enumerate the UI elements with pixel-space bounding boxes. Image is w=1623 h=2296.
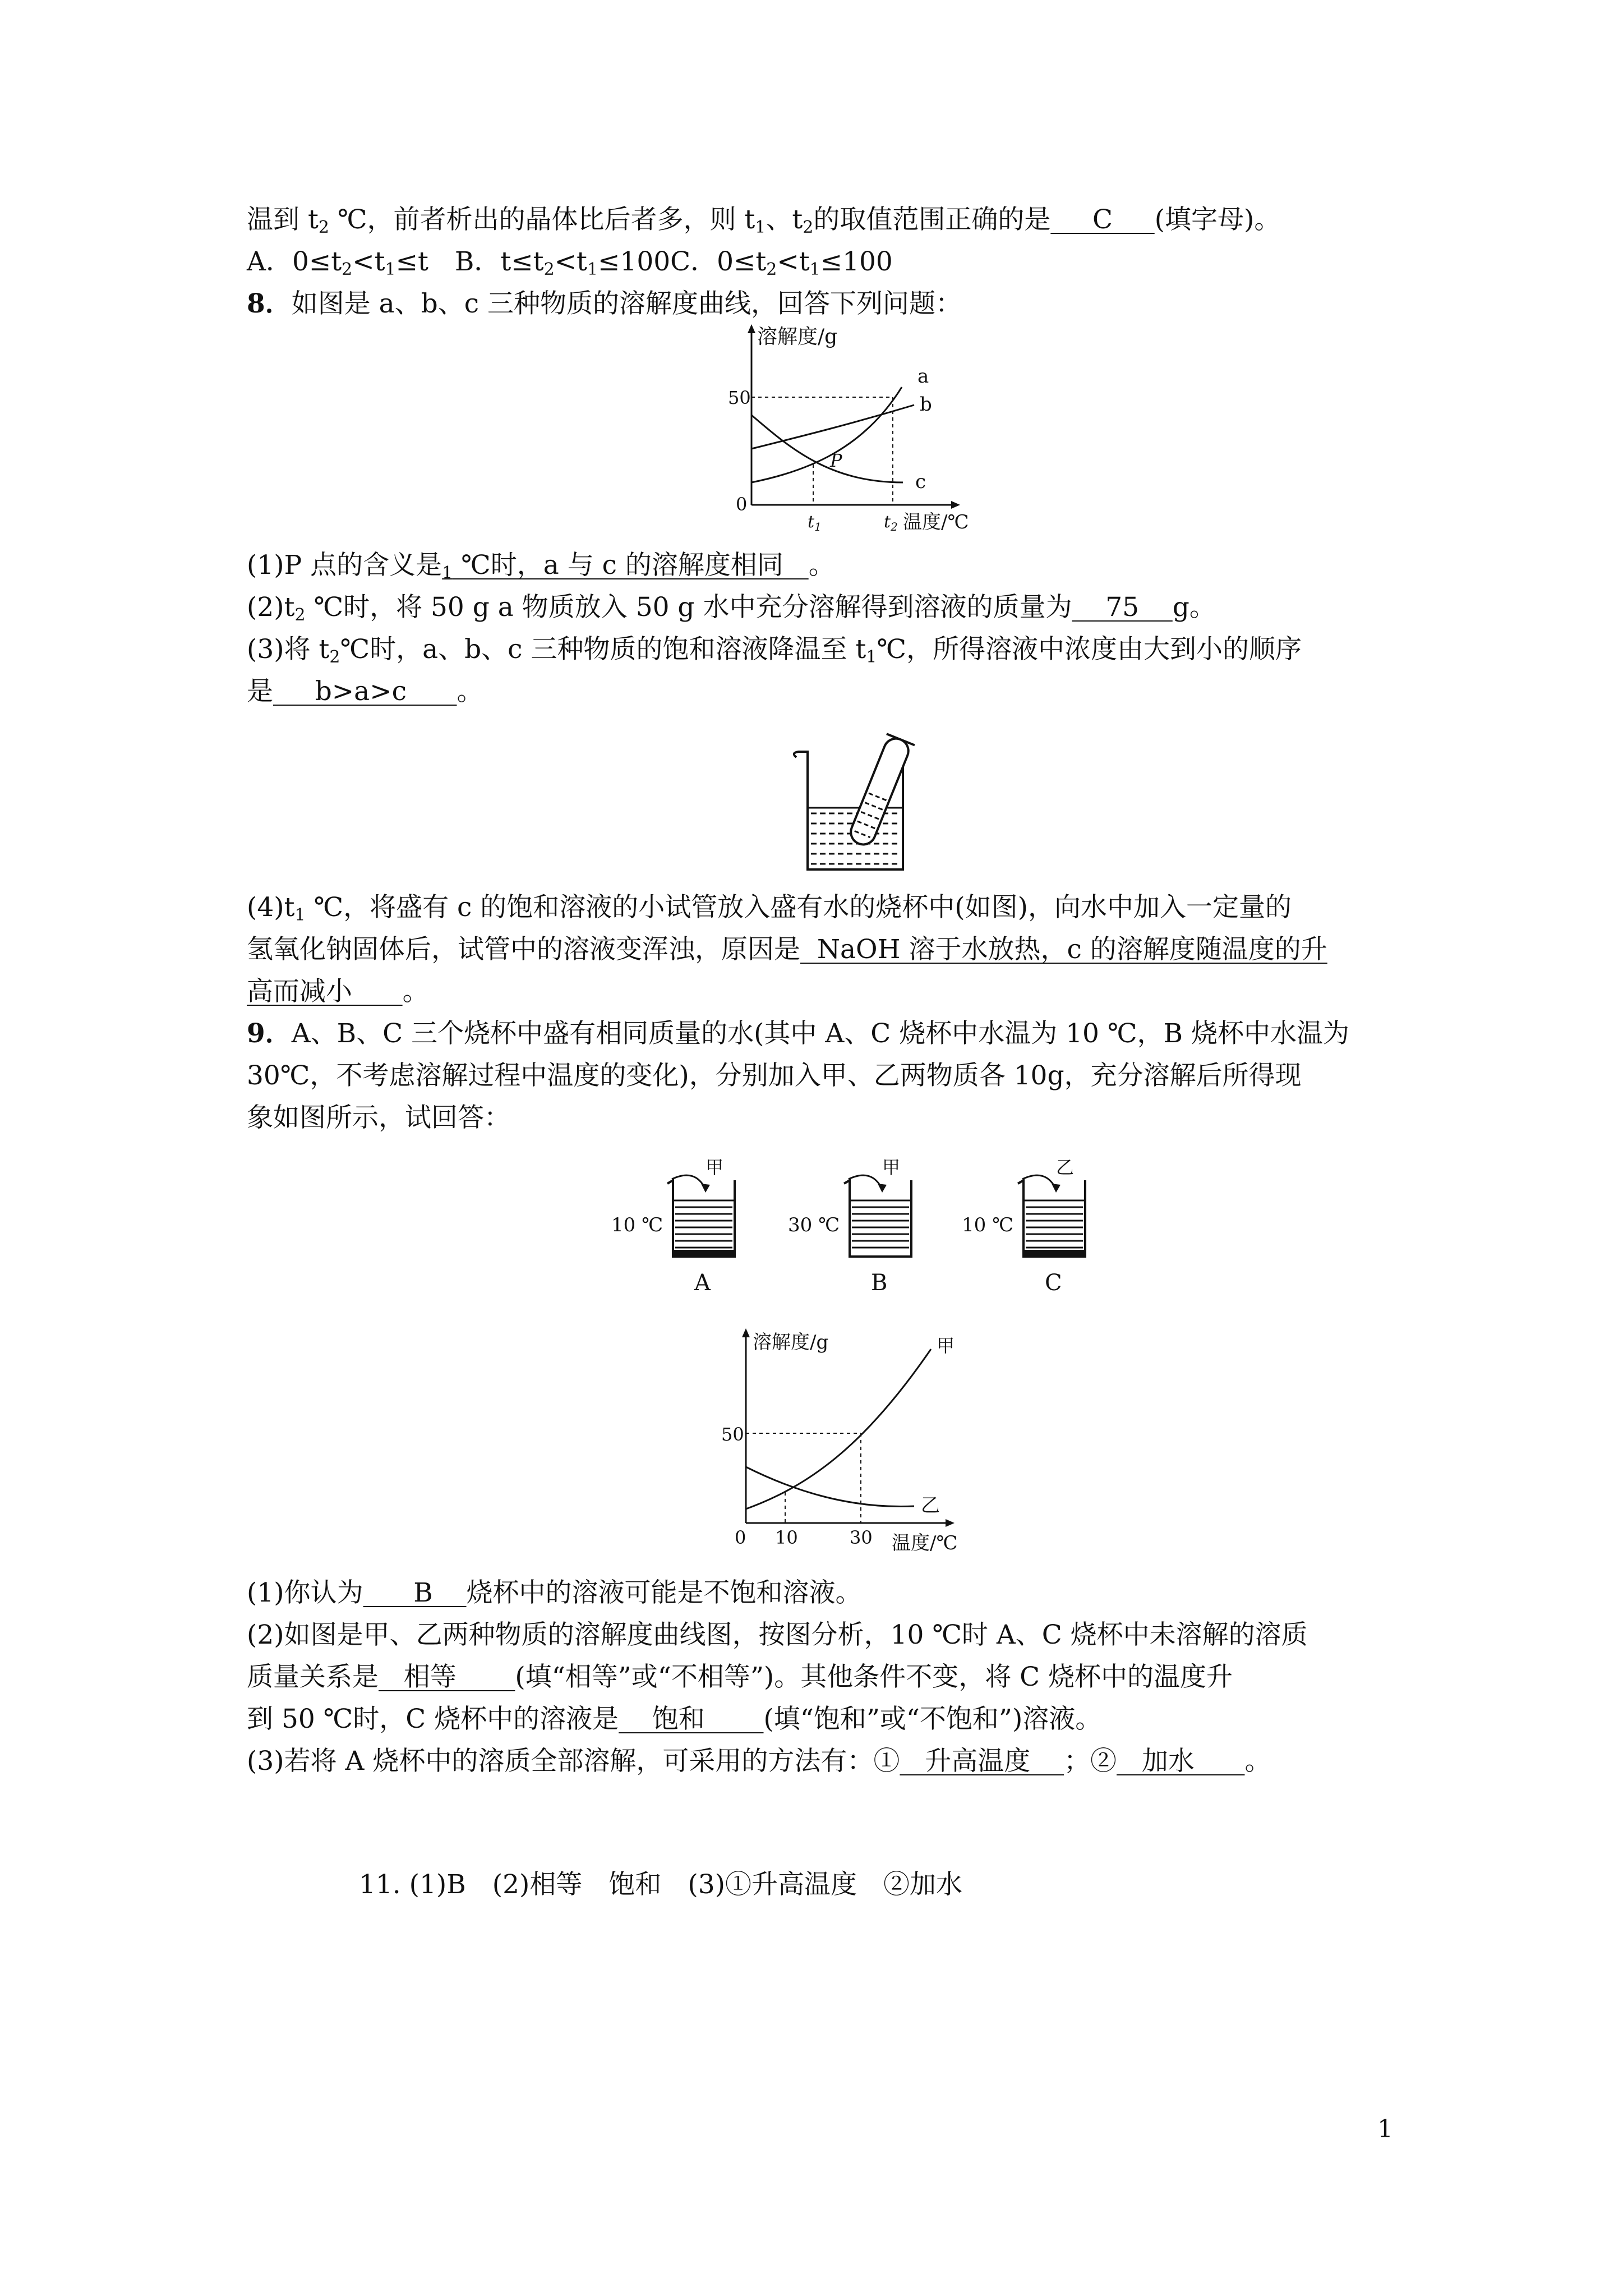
q9-part2: (2)如图是甲、乙两种物质的溶解度曲线图，按图分析，10 ℃时 A、C 烧杯中未溶解的溶质 — [247, 1619, 1308, 1650]
svg-text:甲: 甲 — [882, 1157, 901, 1178]
label-yi: 乙 — [921, 1494, 940, 1517]
three-beakers-figure — [611, 1156, 1105, 1307]
text-line-1: 温到 $t_2$ ℃，前者析出的晶体比后者多，则 $t_1$、$t_2$的取值范围正确的是 C (填字母)。 — [247, 204, 1281, 237]
label-jia: 甲 — [937, 1335, 955, 1356]
q8-part4-cont: 氢氧化钠固体后，试管中的溶液变浑浊，原因是 NaOH 溶于水放热，c 的溶解度随温度的升 — [247, 934, 1327, 965]
tick-t2: $t_2$ — [884, 512, 898, 533]
y-axis-label: 溶解度/g — [753, 1331, 829, 1354]
answer-blank: 高而减小 — [247, 976, 403, 1007]
origin-label: 0 — [735, 1527, 746, 1548]
beaker-A — [611, 1157, 735, 1296]
svg-text:10 ℃: 10 ℃ — [611, 1214, 663, 1236]
x-tick-10: 10 — [775, 1527, 798, 1548]
q8-part3: (3)将 $t_2℃$时，a、b、c 三种物质的饱和溶液降温至 $t_1℃$，所得溶液中浓度由大到小的顺序 — [247, 634, 1302, 667]
label-p: P — [830, 450, 842, 471]
q8-part4: $(4)t_1$ ℃，将盛有 c 的饱和溶液的小试管放入盛有水的烧杯中(如图)，向水中加入一定量的 — [247, 892, 1292, 925]
answer-blank: 75 — [1072, 592, 1173, 623]
q8-part2: $(2)t_2$ ℃时，将 50 g a 物质放入 50 g 水中充分溶解得到溶液的质量为 75 g。 — [247, 592, 1216, 625]
curve-b — [751, 405, 914, 449]
answer-blank: $_1$ ℃时，a 与 c 的溶解度相同 — [442, 550, 809, 583]
label-c: c — [915, 471, 926, 493]
curve-c — [751, 415, 903, 482]
x-tick-30: 30 — [850, 1527, 873, 1548]
tick-t1: $t_1$ — [808, 512, 822, 533]
answer-key-line: 11. (1)B (2)相等 饱和 (3)①升高温度 ②加水 — [359, 1869, 962, 1900]
q9-part2-cont2: 到 50 ℃时，C 烧杯中的溶液是 饱和 (填“饱和”或“不饱和”)溶液。 — [247, 1704, 1102, 1734]
q8-part4-cont2: 高而减小 。 — [247, 976, 429, 1007]
page-number: 1 — [1377, 2115, 1393, 2143]
question-9-cont2: 象如图所示，试回答： — [247, 1102, 510, 1133]
y-axis-label: 溶解度/g — [757, 325, 838, 348]
answer-blank: C — [1050, 204, 1155, 235]
x-axis-label: 温度/℃ — [892, 1532, 958, 1554]
answer-blank: B — [363, 1577, 467, 1608]
y-tick-50: 50 — [721, 1424, 744, 1445]
svg-text:乙: 乙 — [1056, 1157, 1075, 1178]
beaker-B — [788, 1157, 911, 1296]
answer-blank: 饱和 — [619, 1704, 764, 1734]
svg-text:B: B — [871, 1270, 888, 1296]
q8-part1: (1)P 点的含义是$_1$ ℃时，a 与 c 的溶解度相同 。 — [247, 550, 835, 583]
beaker-C — [962, 1157, 1085, 1296]
answer-blank: NaOH 溶于水放热，c 的溶解度随温度的升 — [800, 934, 1327, 965]
svg-text:甲: 甲 — [706, 1157, 724, 1178]
curve-yi — [746, 1467, 914, 1507]
solubility-chart-jia-yi — [701, 1324, 993, 1559]
label-b: b — [920, 393, 932, 416]
svg-text:30 ℃: 30 ℃ — [788, 1214, 840, 1236]
svg-text:C: C — [1045, 1270, 1062, 1296]
answer-blank: 相等 — [379, 1662, 515, 1692]
q9-part3: (3)若将 A 烧杯中的溶质全部溶解，可采用的方法有：① 升高温度 ；② 加水 。 — [247, 1746, 1271, 1777]
answer-blank: 升高温度 — [900, 1746, 1064, 1777]
origin-label: 0 — [736, 494, 748, 515]
question-9-cont: 30℃，不考虑溶解过程中温度的变化)，分别加入甲、乙两物质各 10g，充分溶解后所得现 — [247, 1060, 1302, 1091]
q9-part1: (1)你认为 B 烧杯中的溶液可能是不饱和溶液。 — [247, 1577, 862, 1608]
q9-part2-cont: 质量关系是 相等 (填“相等”或“不相等”)。其他条件不变，将 C 烧杯中的温度升 — [247, 1662, 1233, 1692]
curve-jia — [746, 1349, 931, 1509]
answer-blank: b>a>c — [273, 676, 457, 707]
answer-blank: 加水 — [1117, 1746, 1245, 1777]
x-axis-label: 温度/℃ — [903, 511, 969, 533]
svg-text:A: A — [694, 1270, 711, 1296]
beaker-test-tube-figure — [791, 729, 920, 875]
solubility-chart-abc — [695, 320, 987, 539]
question-8: 8．如图是 a、b、c 三种物质的溶解度曲线，回答下列问题： — [247, 288, 962, 319]
label-a: a — [917, 365, 929, 388]
y-tick-50: 50 — [728, 387, 751, 408]
svg-text:10 ℃: 10 ℃ — [962, 1214, 1014, 1236]
question-9: 9．A、B、C 三个烧杯中盛有相同质量的水(其中 A、C 烧杯中水温为 10 ℃，B 烧杯中水温为 — [247, 1018, 1349, 1049]
q8-part3-cont: 是 b>a>c 。 — [247, 676, 483, 707]
options-line: A．$0\le t_2<t_1\le t$ B．$t\le t_2<t_1\le 100C$．$0\le t_2<t_1\le 100$ — [247, 246, 893, 279]
